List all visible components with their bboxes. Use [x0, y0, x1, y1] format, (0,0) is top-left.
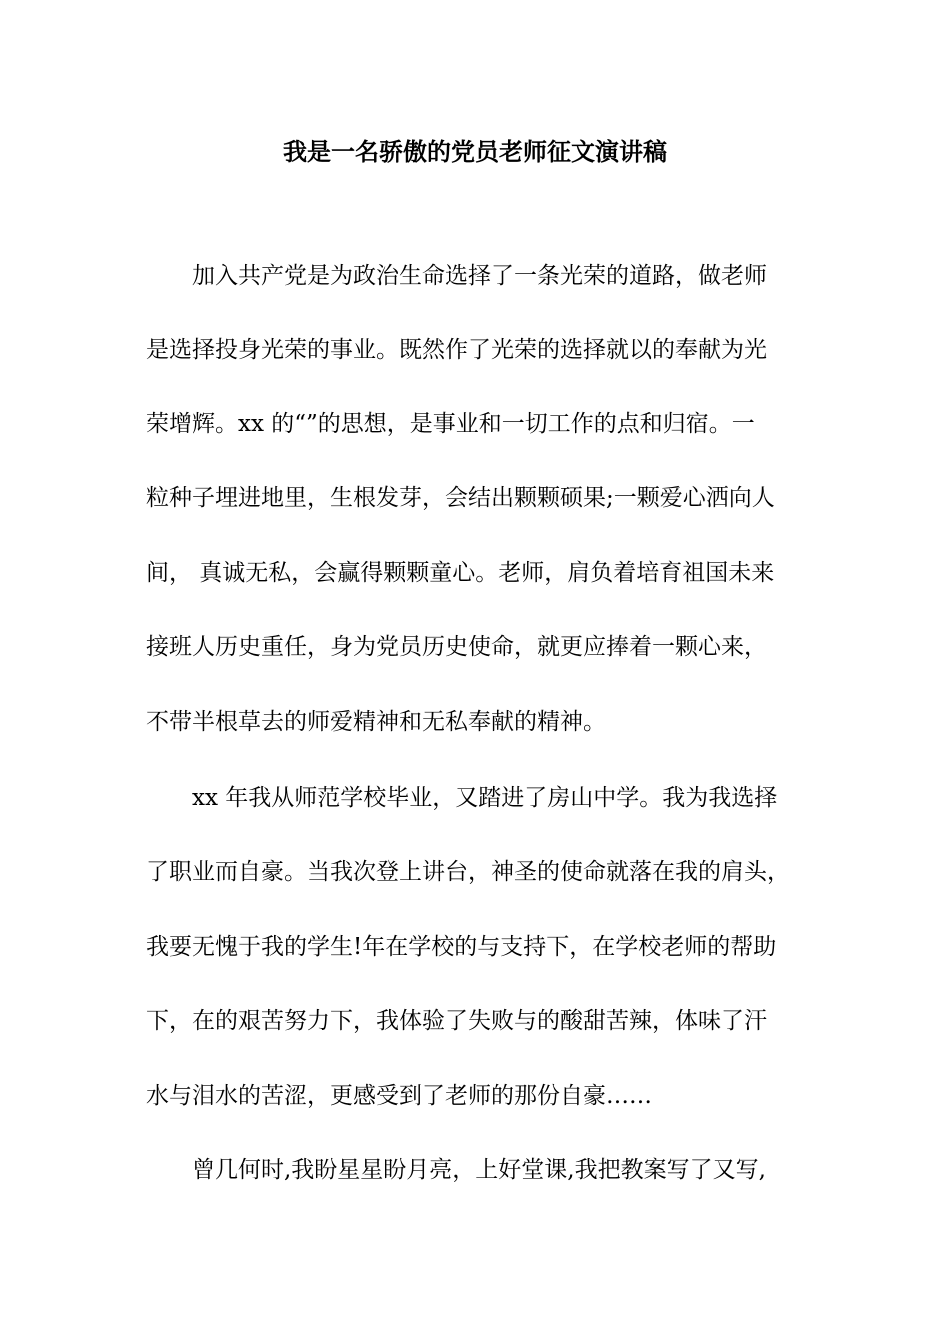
paragraph-2-line-1: xx 年我从师范学校毕业，又踏进了房山中学。我为我选择 [192, 785, 778, 811]
document-title: 我是一名骄傲的党员老师征文演讲稿 [283, 137, 667, 166]
paragraph-1-line-6: 接班人历史重任，身为党员历史使命，就更应捧着一颗心来， [146, 634, 767, 660]
paragraph-1-line-2: 是选择投身光荣的事业。既然作了光荣的选择就以的奉献为光 [146, 337, 767, 363]
paragraph-2-line-4: 下，在的艰苦努力下，我体验了失败与的酸甜苦辣，体味了汗 [146, 1008, 767, 1034]
paragraph-2-line-5: 水与泪水的苦涩，更感受到了老师的那份自豪…… [146, 1083, 652, 1109]
paragraph-2-line-2: 了职业而自豪。当我次登上讲台，神圣的使命就落在我的肩头， [146, 859, 790, 885]
paragraph-1-line-1: 加入共产党是为政治生命选择了一条光荣的道路，做老师 [192, 263, 767, 289]
paragraph-1-line-5: 间， 真诚无私，会赢得颗颗童心。老师，肩负着培育祖国未来 [146, 560, 775, 586]
paragraph-2-line-3: 我要无愧于我的学生!年在学校的与支持下，在学校老师的帮助 [146, 934, 777, 960]
paragraph-1-line-7: 不带半根草去的师爱精神和无私奉献的精神。 [146, 709, 606, 735]
paragraph-1-line-4: 粒种子埋进地里，生根发芽，会结出颗颗硕果;一颗爱心洒向人 [146, 485, 775, 511]
paragraph-1-line-3: 荣增辉。xx 的“”的思想，是事业和一切工作的点和归宿。一 [146, 411, 755, 437]
paragraph-3-line-1: 曾几何时,我盼星星盼月亮，上好堂课,我把教案写了又写, [192, 1157, 766, 1183]
